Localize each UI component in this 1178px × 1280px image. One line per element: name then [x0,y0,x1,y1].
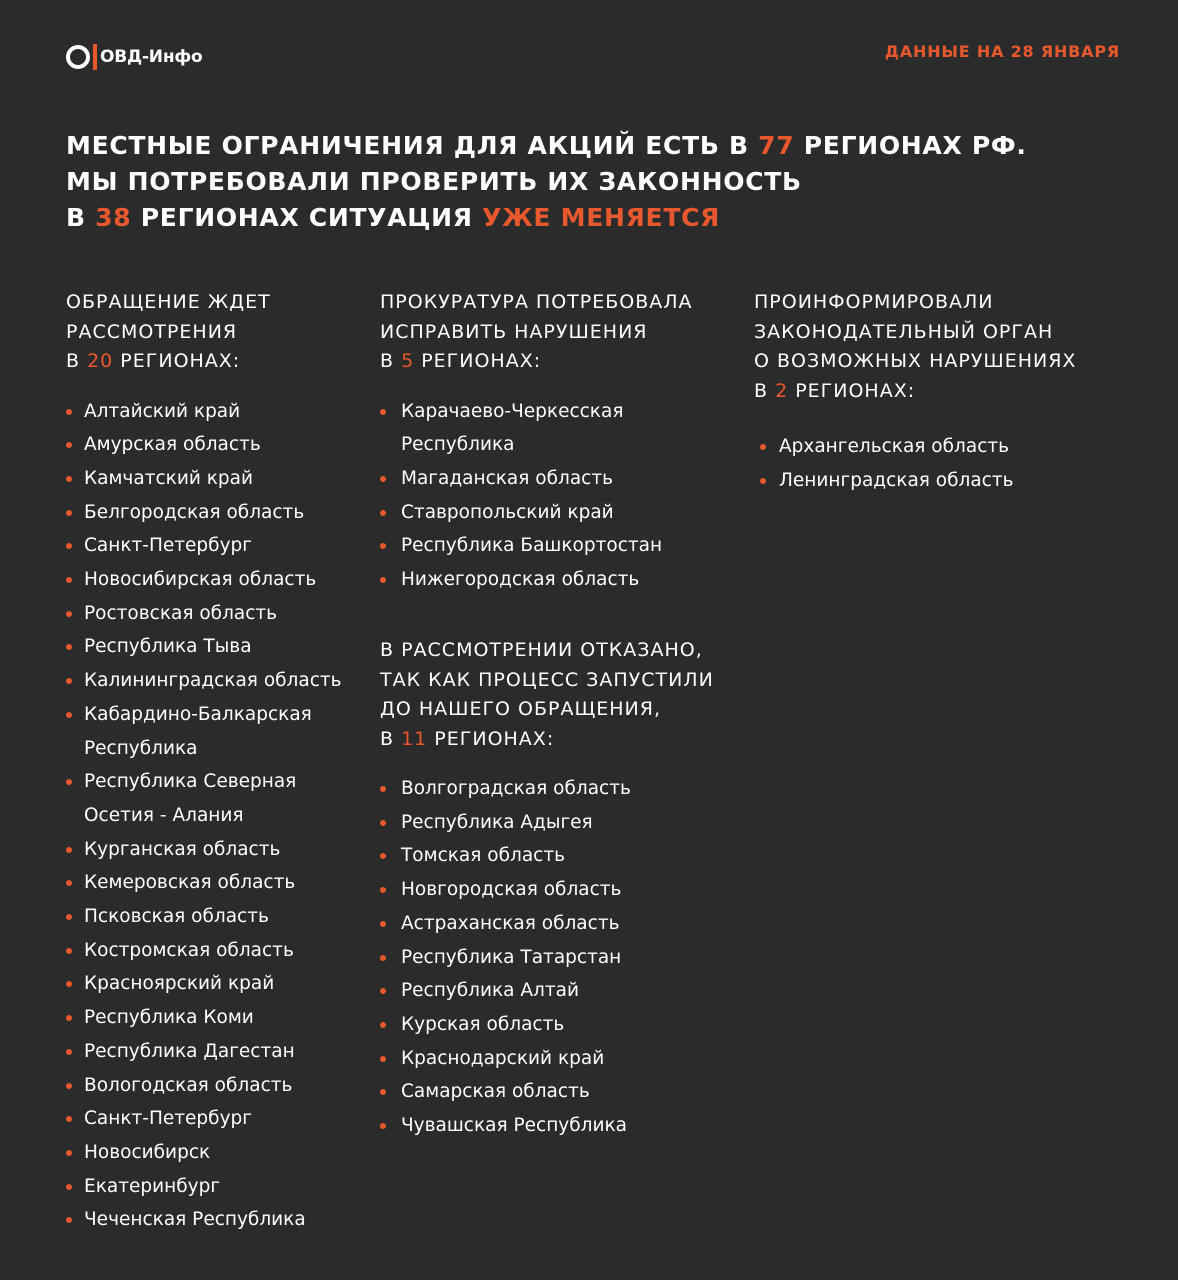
refused-heading: В РАССМОТРЕНИИ ОТКАЗАНО, ТАК КАК ПРОЦЕСС ЗАПУСТИЛИ ДО НАШЕГО ОБРАЩЕНИЯ, В 11 РЕГИОНАХ: [380,639,714,750]
list-item: Ленинградская область [754,464,1134,498]
informed-column [754,288,1134,497]
list-item: Республика Татарстан [380,941,740,975]
list-item: Екатеринбург [66,1170,366,1204]
list-item: Республика Дагестан [66,1035,366,1069]
pending-count: 20 [87,350,114,372]
refused-list [380,772,740,1143]
logo-text: ОВД-Инфо [100,47,203,67]
list-item: Республика Тыва [66,630,366,664]
list-item: Амурская область [66,428,366,462]
refused-count: 11 [401,727,428,750]
informed-heading: ПРОИНФОРМИРОВАЛИ ЗАКОНОДАТЕЛЬНЫЙ ОРГАН О ВОЗМОЖНЫХ НАРУШЕНИЯХ В 2 РЕГИОНАХ: [754,291,1077,402]
prosecutor-column [380,288,740,597]
prosecutor-list [380,395,740,597]
prosecutor-heading: ПРОКУРАТУРА ПОТРЕБОВАЛА ИСПРАВИТЬ НАРУШЕНИЯ В 5 РЕГИОНАХ: [380,291,693,372]
headline-count-changing: 38 [95,203,132,232]
logo [66,44,203,70]
list-item: Ставропольский край [380,496,740,530]
list-item: Калининградская область [66,664,366,698]
list-item: Республика Коми [66,1001,366,1035]
prosecutor-count: 5 [401,350,415,372]
list-item: Республика Адыгея [380,806,740,840]
list-item: Алтайский край [66,395,366,429]
pending-heading: ОБРАЩЕНИЕ ЖДЕТ РАССМОТРЕНИЯ В 20 РЕГИОНАХ: [66,291,271,372]
list-item: Карачаево-Черкесская Республика [380,395,740,462]
list-item: Кемеровская область [66,866,366,900]
list-item: Санкт-Петербург [66,529,366,563]
list-item: Новосибирская область [66,563,366,597]
list-item: Кабардино-Балкарская Республика [66,698,366,765]
date-label: ДАННЫЕ НА 28 ЯНВАРЯ [884,42,1120,61]
headline-line-1: МЕСТНЫЕ ОГРАНИЧЕНИЯ ДЛЯ АКЦИЙ ЕСТЬ В 77 РЕГИОНАХ РФ. [66,131,1027,160]
pending-column [66,288,366,1237]
list-item: Астраханская область [380,907,740,941]
list-item: Республика Алтай [380,974,740,1008]
headline [66,128,1126,236]
list-item: Ростовская область [66,597,366,631]
list-item: Новгородская область [380,873,740,907]
list-item: Камчатский край [66,462,366,496]
informed-list [754,430,1134,497]
headline-accent: УЖЕ МЕНЯЕТСЯ [482,203,721,232]
headline-count-total: 77 [758,131,795,160]
refused-column [380,636,740,1143]
informed-count: 2 [775,379,789,402]
list-item: Курганская область [66,833,366,867]
list-item: Санкт-Петербург [66,1102,366,1136]
list-item: Белгородская область [66,496,366,530]
list-item: Томская область [380,839,740,873]
list-item: Самарская область [380,1075,740,1109]
list-item: Республика Башкортостан [380,529,740,563]
list-item: Курская область [380,1008,740,1042]
list-item: Краснодарский край [380,1042,740,1076]
list-item: Магаданская область [380,462,740,496]
list-item: Чувашская Республика [380,1109,740,1143]
list-item: Костромская область [66,934,366,968]
list-item: Нижегородская область [380,563,740,597]
list-item: Красноярский край [66,967,366,1001]
list-item: Псковская область [66,900,366,934]
headline-line-2: МЫ ПОТРЕБОВАЛИ ПРОВЕРИТЬ ИХ ЗАКОННОСТЬ [66,167,802,196]
headline-line-3: В 38 РЕГИОНАХ СИТУАЦИЯ УЖЕ МЕНЯЕТСЯ [66,203,721,232]
list-item: Чеченская Республика [66,1203,366,1237]
pending-list [66,395,366,1238]
list-item: Архангельская область [754,430,1134,464]
logo-ring-icon [66,45,90,69]
list-item: Новосибирск [66,1136,366,1170]
list-item: Вологодская область [66,1069,366,1103]
list-item: Волгоградская область [380,772,740,806]
list-item: Республика Северная Осетия - Алания [66,765,366,832]
logo-bar-icon [93,44,97,70]
